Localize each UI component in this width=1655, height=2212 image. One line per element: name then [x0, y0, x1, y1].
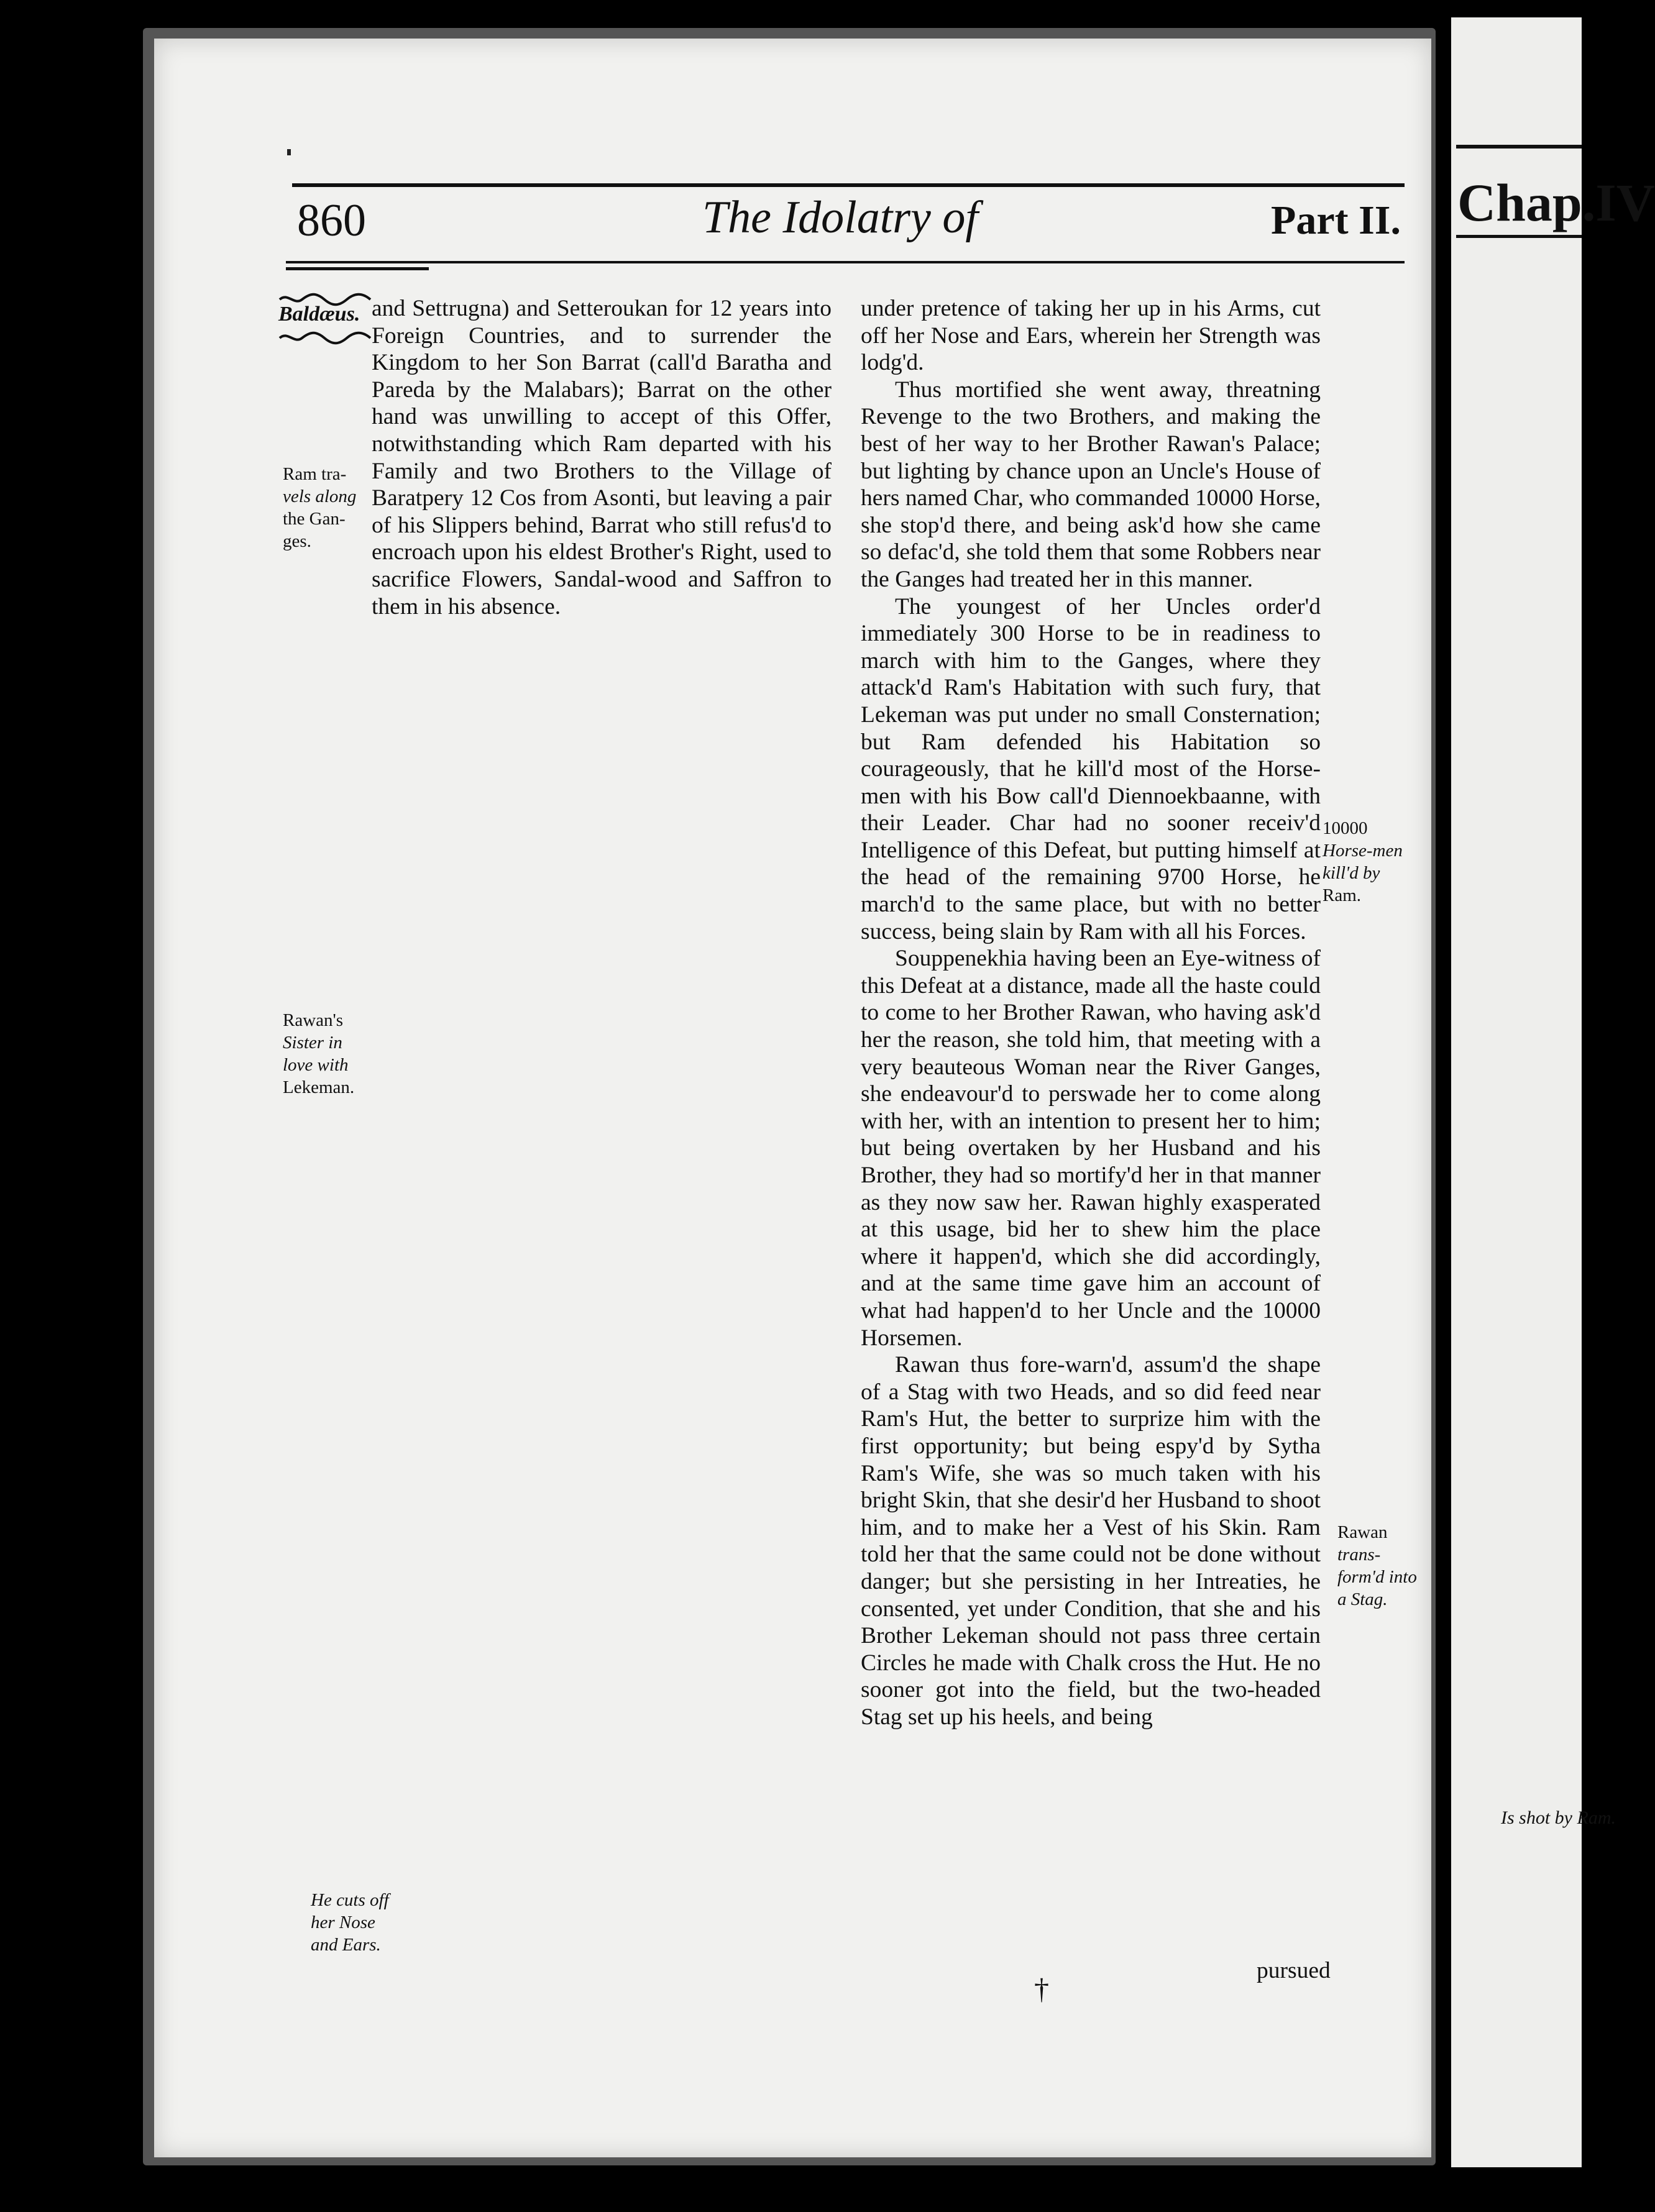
margin-note-line [1337, 1588, 1417, 1611]
text-column-left [372, 295, 832, 620]
paragraph: Rawan thus fore-warn'd, assum'd the shape of a Stag with two Heads, and so did feed near Ram's Hut, the better to surprize him with the first opportunity; but being espy'd by Sytha Ram's Wife, she was so much taken with his bright Skin, that she desir'd her Husband to shoot him, and to make her a Vest of his Skin. Ram told her that the same could not be done without danger; but she persisting in her Intreaties, he consented, yet under Condition, that she and his Brother Lekeman should not pass three certain Circles he made with Chalk cross the Hut. He no sooner got into the field, but the two-headed Stag set up his heels, and being [861, 1352, 1321, 1730]
margin-note-line [283, 1076, 354, 1099]
margin-note-line-text: love with [283, 1055, 349, 1075]
margin-note-line [1323, 862, 1403, 884]
page-number: 860 [297, 195, 366, 246]
margin-note-line [311, 1911, 389, 1934]
paragraph: Thus mortified she went away, threatning Revenge to the two Brothers, and making the best of her way to her Brother Rawan's Palace; but lighting by chance upon an Uncle's House of hers named Char, who commanded 10000 Horse, she stop'd there, and being ask'd how she came so defac'd, she told them that some Robbers near the Ganges had treated her in this manner. [861, 377, 1321, 592]
facing-page-chapter-heading: Chap.IV [1457, 173, 1655, 232]
margin-note-line-text: 10000 [1323, 818, 1368, 838]
margin-note-line [283, 530, 356, 552]
margin-note-line-text: kill'd by [1323, 863, 1380, 883]
margin-note-line [1323, 817, 1403, 839]
margin-note-line [1323, 839, 1403, 862]
margin-note-cuts-nose [311, 1889, 389, 1956]
margin-note-line-text: ges. [283, 531, 311, 551]
margin-note-line [283, 463, 356, 485]
signature-mark: † [1034, 1973, 1049, 2006]
margin-note-line-text: form'd into [1337, 1567, 1417, 1587]
margin-note-line-text: trans- [1337, 1545, 1381, 1565]
margin-note-line-text: her Nose [311, 1913, 375, 1932]
paragraph: The youngest of her Uncles order'd immediately 300 Horse to be in readiness to march with him to the Ganges, where they attack'd Ram's Habitation with such fury, that Lekeman was put under no small Consternation; but Ram defended his Habitation so courageously, that he kill'd most of the Horse-men with his Bow call'd Diennoekbaanne, with their Leader. Char had no sooner receiv'd Intelligence of this Defeat, but putting himself at the head of the remaining 9700 Horse, he march'd to the same place, but with no better success, being slain by Ram with all his Forces. [861, 593, 1321, 944]
margin-note-sister-in-love [283, 1009, 354, 1099]
margin-note-line [283, 485, 356, 508]
facing-page-header-rule [1456, 145, 1582, 149]
paragraph: Souppenekhia having been an Eye-witness of this Defeat at a distance, made all the haste could to come to her Brother Rawan, who having ask'd her the reason, she told him, that meeting with a very beauteous Woman near the River Ganges, she endeavour'd to perswade her to come along with her, with an intention to present her to him; but being overtaken by her Husband and his Brother, they had so mortify'd her in that manner as they now saw her. Rawan highly exasperated at this usage, bid her to shew him the place where it happen'd, which she did accordingly, and at the same time gave him an account of what had happen'd to her Uncle and the 10000 Horsemen. [861, 946, 1321, 1351]
ink-speck [287, 149, 291, 155]
margin-note-line-text: and Ears. [311, 1935, 381, 1955]
margin-note-line [311, 1934, 389, 1956]
margin-note-line-text: Rawan's [283, 1010, 344, 1030]
margin-note-line-text: Ram. [1323, 885, 1362, 905]
margin-note-line-text: Rawan [1337, 1522, 1388, 1542]
margin-note-rawan-stag [1337, 1521, 1417, 1611]
margin-note-line-text: Horse-men [1323, 841, 1403, 861]
margin-note-line-text: Sister in [283, 1033, 342, 1053]
header-ornament-rule [286, 267, 429, 270]
paragraph: under pretence of taking her up in his Arms, cut off her Nose and Ears, wherein her Strength was lodg'd. [861, 296, 1321, 376]
margin-note-horsemen-killed [1323, 817, 1403, 907]
facing-page-margin-note-text: Is shot by Ram. [1501, 1808, 1616, 1828]
margin-note-author: Baldæus. [278, 303, 360, 326]
margin-note-line [283, 508, 356, 530]
margin-note-line-text: Lekeman. [283, 1077, 355, 1097]
margin-note-line [1337, 1566, 1417, 1588]
running-title: The Idolatry of [702, 192, 978, 243]
margin-note-line-text: Ram tra- [283, 464, 347, 484]
header-rule-bottom [286, 261, 1405, 263]
margin-note-line [283, 1031, 354, 1054]
facing-page-header-rule-lower [1456, 235, 1582, 238]
margin-note-line [1337, 1543, 1417, 1566]
margin-note-line-text: a Stag. [1337, 1589, 1388, 1609]
facing-page-margin-note [1501, 1807, 1616, 1829]
margin-note-line-text: vels along [283, 487, 357, 506]
part-label: Part II. [1271, 198, 1401, 243]
paragraph: and Settrugna) and Setteroukan for 12 years into Foreign Countries, and to surrender the Kingdom to her Son Barrat (call'd Baratha and Pareda by the Malabars); Barrat on the other hand was unwilling to accept of this Offer, notwithstanding which Ram departed with his Family and two Brothers to the Village of Baratpery 12 Cos from Asonti, but leaving a pair of his Slippers behind, Barrat who still refus'd to encroach upon his eldest Brother's Right, used to sacrifice Flowers, Sandal-wood and Saffron to them in his absence. [372, 296, 832, 619]
text-column-right [861, 295, 1321, 1730]
margin-note-ram-travels [283, 463, 356, 552]
margin-note-line [1337, 1521, 1417, 1543]
margin-note-line [283, 1054, 354, 1076]
margin-note-line-text: He cuts off [311, 1890, 389, 1910]
facing-page-fragment [1451, 17, 1655, 2167]
ornamental-flourish-bottom [278, 329, 372, 345]
margin-note-line [1323, 884, 1403, 907]
catchword: pursued [1257, 1958, 1331, 1983]
margin-note-line-text: the Gan- [283, 509, 346, 529]
margin-note-line [283, 1009, 354, 1031]
margin-note-line [311, 1889, 389, 1911]
